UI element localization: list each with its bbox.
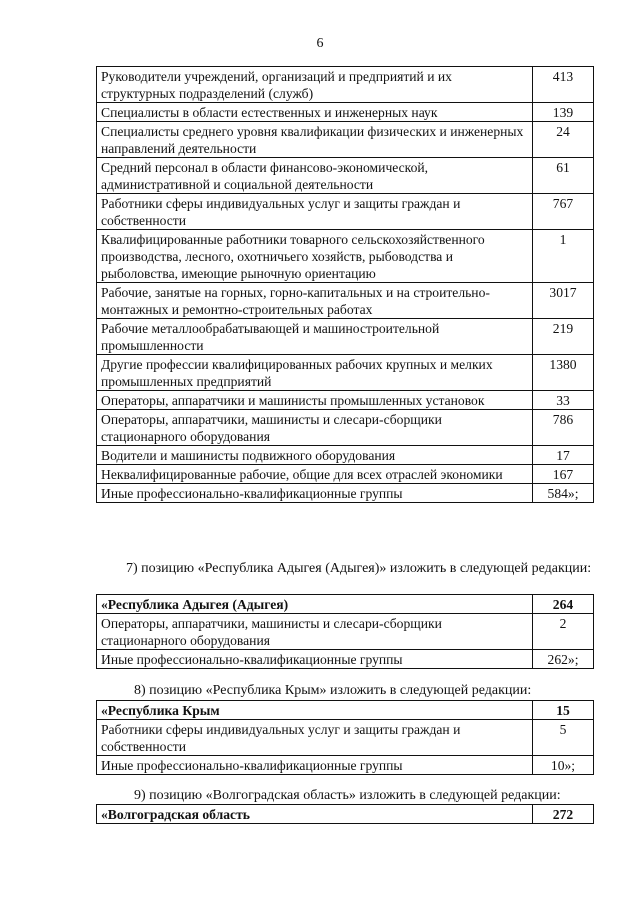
table-row [97,122,594,158]
table-row [97,391,594,410]
table-row [97,650,594,669]
row-value: 413 [533,67,594,103]
table-row [97,194,594,230]
crimea-table [96,700,594,775]
table-row [97,446,594,465]
occupation-table [96,66,594,503]
row-label: Работники сферы индивидуальных услуг и защиты граждан и собственности [97,720,533,756]
row-value: 10»; [533,756,594,775]
table-header-row [97,805,594,824]
row-value: 767 [533,194,594,230]
row-label: Водители и машинисты подвижного оборудования [97,446,533,465]
row-value: 1 [533,230,594,283]
region-name: «Республика Адыгея (Адыгея) [97,595,533,614]
paragraph-8: 8) позицию «Республика Крым» изложить в следующей редакции: [134,683,532,698]
table-row [97,355,594,391]
row-value: 3017 [533,283,594,319]
row-value: 1380 [533,355,594,391]
row-label: Рабочие металлообрабатывающей и машиностроительной промышленности [97,319,533,355]
table-row [97,158,594,194]
paragraph-7: 7) позицию «Республика Адыгея (Адыгея)» изложить в следующей редакции: [126,561,592,576]
row-value: 167 [533,465,594,484]
row-value: 786 [533,410,594,446]
row-value: 17 [533,446,594,465]
row-label: Руководители учреждений, организаций и предприятий и их структурных подразделений (служб) [97,67,533,103]
row-value: 61 [533,158,594,194]
table-row [97,103,594,122]
row-label: Операторы, аппаратчики и машинисты промышленных установок [97,391,533,410]
row-label: Иные профессионально-квалификационные группы [97,650,533,669]
table-row [97,756,594,775]
table-row [97,720,594,756]
row-label: Квалифицированные работники товарного сельскохозяйственного производства, лесного, охотничьего хозяйств, рыбоводства и рыболовства, имеющие рыночную ориентацию [97,230,533,283]
row-value: 219 [533,319,594,355]
volgograd-table [96,804,594,824]
row-label: Операторы, аппаратчики, машинисты и слесари-сборщики стационарного оборудования [97,410,533,446]
region-total: 15 [533,701,594,720]
table-row [97,410,594,446]
region-name: «Волгоградская область [97,805,533,824]
row-label: Работники сферы индивидуальных услуг и защиты граждан и собственности [97,194,533,230]
row-value: 262»; [533,650,594,669]
region-total: 272 [533,805,594,824]
region-total: 264 [533,595,594,614]
row-label: Средний персонал в области финансово-экономической, административной и социальной деятельности [97,158,533,194]
row-label: Иные профессионально-квалификационные группы [97,756,533,775]
adygea-table [96,594,594,669]
row-value: 139 [533,103,594,122]
row-value: 24 [533,122,594,158]
row-label: Другие профессии квалифицированных рабочих крупных и мелких промышленных предприятий [97,355,533,391]
table-row [97,614,594,650]
row-label: Иные профессионально-квалификационные группы [97,484,533,503]
row-value: 584»; [533,484,594,503]
row-label: Специалисты в области естественных и инженерных наук [97,103,533,122]
row-value: 5 [533,720,594,756]
row-label: Операторы, аппаратчики, машинисты и слесари-сборщики стационарного оборудования [97,614,533,650]
row-label: Рабочие, занятые на горных, горно-капитальных и на строительно-монтажных и ремонтно-строительных работах [97,283,533,319]
table-row [97,230,594,283]
table-row [97,283,594,319]
paragraph-9: 9) позицию «Волгоградская область» изложить в следующей редакции: [134,788,561,803]
row-label: Специалисты среднего уровня квалификации физических и инженерных направлений деятельности [97,122,533,158]
page-number: 6 [316,36,324,51]
table-row [97,465,594,484]
table-row [97,484,594,503]
table-header-row [97,701,594,720]
table-row [97,319,594,355]
table-header-row [97,595,594,614]
table-row [97,67,594,103]
row-label: Неквалифицированные рабочие, общие для всех отраслей экономики [97,465,533,484]
row-value: 33 [533,391,594,410]
region-name: «Республика Крым [97,701,533,720]
row-value: 2 [533,614,594,650]
